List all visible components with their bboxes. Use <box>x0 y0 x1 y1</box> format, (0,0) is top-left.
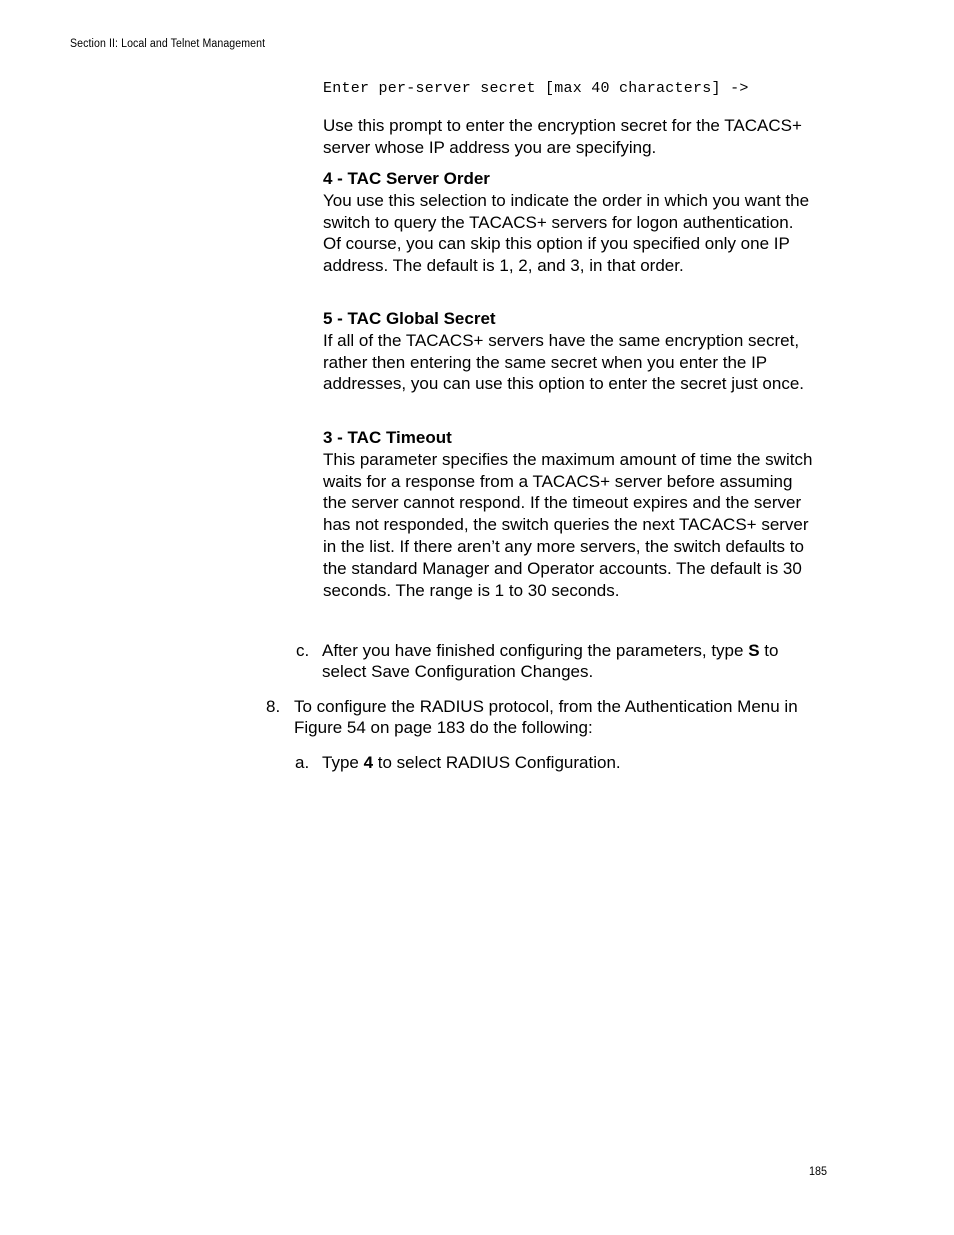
option-heading: 3 - TAC Timeout <box>323 428 452 447</box>
option-heading: 5 - TAC Global Secret <box>323 309 496 328</box>
step-marker: 8. <box>266 697 281 716</box>
step-text: To configure the RADIUS protocol, from the Authentication Menu in Figure 54 on page 183 do the following: <box>294 697 798 737</box>
option-global-secret <box>323 308 813 395</box>
option-body: If all of the TACACS+ servers have the same encryption secret, rather then entering the same secret when you enter the IP addresses, you can use this option to enter the secret just once. <box>323 330 805 394</box>
step-text-part: to select RADIUS Configuration. <box>373 753 621 772</box>
command-prompt: Enter per-server secret [max 40 characters] -> <box>323 80 749 97</box>
key-letter: S <box>748 641 760 660</box>
step-text <box>322 640 812 682</box>
option-body: You use this selection to indicate the order in which you want the switch to query the TACACS+ servers for logon authentication. Of course, you can skip this option if you specified only one IP address. The default is 1, 2, and 3, in that order. <box>323 190 810 276</box>
step-marker: c. <box>296 641 310 660</box>
key-number: 4 <box>363 753 374 772</box>
step-text-part: After you have finished configuring the parameters, type <box>322 641 749 660</box>
step-marker: a. <box>295 753 310 772</box>
intro-text: Use this prompt to enter the encryption secret for the TACACS+ server whose IP address you are specifying. <box>323 116 802 157</box>
page-number: 185 <box>809 1164 828 1178</box>
option-body: This parameter specifies the maximum amount of time the switch waits for a response from a TACACS+ server before assuming the server cannot respond. If the timeout expires and the server has not responded, the switch queries the next TACACS+ server in the list. If there aren’t any more servers, the switch defaults to the standard Manager and Operator accounts. The default is 30 seconds. The range is 1 to 30 seconds. <box>323 449 813 600</box>
step-text <box>322 752 812 773</box>
option-heading: 4 - TAC Server Order <box>323 169 490 188</box>
intro-paragraph <box>323 115 813 159</box>
step-text-part: to select Save Configuration Changes. <box>322 641 779 681</box>
step-text-part: Type <box>322 753 364 772</box>
running-header: Section II: Local and Telnet Management <box>70 38 266 50</box>
option-timeout <box>323 427 813 601</box>
option-server-order <box>323 168 813 277</box>
